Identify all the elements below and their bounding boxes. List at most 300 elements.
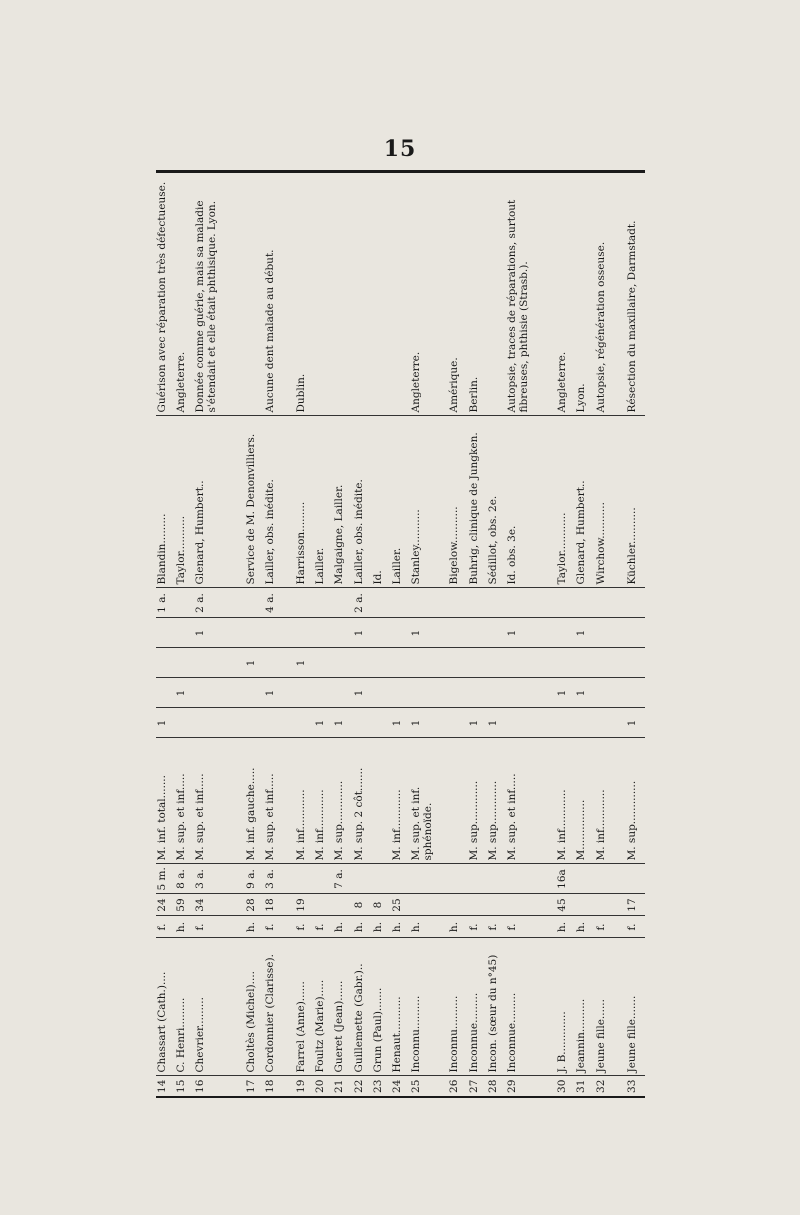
count-col-4-cell: 1 xyxy=(506,618,544,648)
empty-cell xyxy=(233,153,245,416)
count-col-2-cell xyxy=(245,678,264,708)
empty-cell xyxy=(544,864,556,894)
empty-cell xyxy=(233,938,245,1076)
age-cell: 18 xyxy=(264,894,283,916)
age-cell xyxy=(314,894,333,916)
disease-duration-cell: 7 a. xyxy=(333,864,352,894)
disease-duration-cell xyxy=(575,864,594,894)
empty-cell xyxy=(233,708,245,738)
empty-cell xyxy=(283,678,295,708)
empty-cell xyxy=(614,864,626,894)
onset-cell xyxy=(575,588,594,618)
empty-cell xyxy=(614,708,626,738)
count-col-3-cell xyxy=(175,648,194,678)
count-col-1-cell: 1 xyxy=(333,708,352,738)
count-col-3-cell xyxy=(468,648,487,678)
count-col-1-cell: 1 xyxy=(314,708,333,738)
onset-cell xyxy=(175,588,194,618)
table-row xyxy=(353,153,372,1096)
patient-name-cell: Grun (Paul)....... xyxy=(372,938,391,1076)
count-col-3-cell: 1 xyxy=(295,648,314,678)
count-col-3-cell xyxy=(353,648,372,678)
count-col-1-cell: 1 xyxy=(156,708,175,738)
patient-name-cell: Gueret (Jean)...... xyxy=(333,938,352,1076)
empty-cell xyxy=(233,894,245,916)
count-col-2-cell xyxy=(194,678,232,708)
empty-cell xyxy=(544,416,556,588)
table-row xyxy=(314,153,333,1096)
empty-cell xyxy=(283,916,295,938)
age-cell: 17 xyxy=(626,894,645,916)
outcome-cell: Résection du maxillaire, Darmstadt. xyxy=(625,220,638,413)
count-col-1-cell xyxy=(194,708,232,738)
table-row xyxy=(175,153,194,1096)
disease-duration-cell xyxy=(506,864,544,894)
observer-cell: Blandin......... xyxy=(156,416,175,588)
observer-cell: Stanley........... xyxy=(410,416,448,588)
affected-site-cell xyxy=(448,738,467,864)
affected-site-cell: M. sup............. xyxy=(333,738,352,864)
case-number-cell: 14 xyxy=(156,1076,175,1096)
outcome-cell: Lyon. xyxy=(575,383,588,413)
sex-cell: f. xyxy=(156,916,175,938)
outcome-cell xyxy=(245,153,264,416)
affected-site-cell: M. inf............ xyxy=(391,738,410,864)
onset-cell xyxy=(391,588,410,618)
count-col-2-cell: 1 xyxy=(556,678,575,708)
count-col-3-cell xyxy=(264,648,283,678)
disease-duration-cell: 5 m. xyxy=(156,864,175,894)
empty-cell xyxy=(283,1076,295,1096)
count-col-4-cell: 1 xyxy=(410,618,448,648)
onset-cell xyxy=(468,588,487,618)
affected-site-cell: M. sup............. xyxy=(487,738,506,864)
onset-cell: 2 a. xyxy=(194,588,232,618)
observer-cell: Malgaigne, Lailler. xyxy=(333,416,352,588)
count-col-2-cell xyxy=(595,678,614,708)
count-col-3-cell xyxy=(410,648,448,678)
affected-site-cell: M. sup. 2 côt....... xyxy=(353,738,372,864)
empty-cell xyxy=(544,938,556,1076)
onset-cell xyxy=(314,588,333,618)
age-cell xyxy=(410,894,448,916)
table-row xyxy=(372,153,391,1096)
disease-duration-cell xyxy=(391,864,410,894)
empty-cell xyxy=(544,678,556,708)
outcome-cell: Dublin. xyxy=(295,373,308,413)
count-col-2-cell xyxy=(156,678,175,708)
observer-cell: Sédillot, obs. 2e. xyxy=(487,416,506,588)
sex-cell: f. xyxy=(487,916,506,938)
count-col-2-cell xyxy=(506,678,544,708)
spacer-row xyxy=(283,153,295,1096)
observer-cell: Bigelow........... xyxy=(448,416,467,588)
count-col-3-cell xyxy=(506,648,544,678)
sex-cell: h. xyxy=(245,916,264,938)
empty-cell xyxy=(614,916,626,938)
onset-cell xyxy=(626,588,645,618)
sex-cell: h. xyxy=(372,916,391,938)
age-cell: 28 xyxy=(245,894,264,916)
affected-site-cell: M. sup. et inf..... xyxy=(506,738,544,864)
affected-site-cell: M. inf. total....... xyxy=(156,738,175,864)
age-cell xyxy=(595,894,614,916)
onset-cell xyxy=(295,588,314,618)
table-row xyxy=(448,153,467,1096)
empty-cell xyxy=(614,618,626,648)
count-col-1-cell xyxy=(175,708,194,738)
table-row xyxy=(468,153,487,1096)
count-col-3-cell xyxy=(156,648,175,678)
table-row xyxy=(156,153,175,1096)
outcome-cell: Angleterre. xyxy=(556,351,569,413)
count-col-2-cell: 1 xyxy=(175,678,194,708)
empty-cell xyxy=(283,738,295,864)
sex-cell: f. xyxy=(506,916,544,938)
empty-cell xyxy=(283,708,295,738)
count-col-3-cell xyxy=(333,648,352,678)
age-cell: 25 xyxy=(391,894,410,916)
disease-duration-cell xyxy=(448,864,467,894)
empty-cell xyxy=(283,588,295,618)
case-number-cell: 15 xyxy=(175,1076,194,1096)
onset-cell xyxy=(556,588,575,618)
empty-cell xyxy=(544,153,556,416)
count-col-2-cell xyxy=(448,678,467,708)
outcome-cell xyxy=(391,153,410,416)
patient-name-cell: Farrel (Anne)...... xyxy=(295,938,314,1076)
outcome-cell: Angleterre. xyxy=(175,351,188,413)
observer-cell: Glenard, Humbert.. xyxy=(194,416,232,588)
outcome-cell: Berlin. xyxy=(467,376,480,413)
count-col-1-cell xyxy=(448,708,467,738)
empty-cell xyxy=(233,648,245,678)
empty-cell xyxy=(544,618,556,648)
outcome-cell: Amérique. xyxy=(448,357,461,413)
outcome-cell: Donnée comme guérie, mais sa maladie s'étendait et elle était phthisique. Lyon. xyxy=(194,200,219,413)
count-col-3-cell xyxy=(372,648,391,678)
table-row xyxy=(575,153,594,1096)
count-col-4-cell xyxy=(175,618,194,648)
age-cell xyxy=(575,894,594,916)
patient-name-cell: Inconnu.......... xyxy=(448,938,467,1076)
age-cell: 45 xyxy=(556,894,575,916)
empty-cell xyxy=(614,738,626,864)
count-col-2-cell: 1 xyxy=(264,678,283,708)
count-col-3-cell xyxy=(556,648,575,678)
age-cell xyxy=(487,894,506,916)
case-number-cell: 32 xyxy=(595,1076,614,1096)
age-cell xyxy=(448,894,467,916)
count-col-1-cell: 1 xyxy=(487,708,506,738)
case-number-cell: 31 xyxy=(575,1076,594,1096)
patient-name-cell: Foultz (Marie)..... xyxy=(314,938,333,1076)
onset-cell xyxy=(448,588,467,618)
count-col-1-cell: 1 xyxy=(468,708,487,738)
affected-site-cell xyxy=(372,738,391,864)
observer-cell: Lailler. xyxy=(314,416,333,588)
outcome-cell: Autopsie, traces de réparations, surtout fibreuses, phthisie (Strasb.). xyxy=(505,199,530,413)
observer-cell: Taylor........... xyxy=(175,416,194,588)
sex-cell: h. xyxy=(175,916,194,938)
case-number-cell: 20 xyxy=(314,1076,333,1096)
table-row xyxy=(391,153,410,1096)
age-cell xyxy=(333,894,352,916)
outcome-cell: Autopsie, régénération osseuse. xyxy=(594,241,607,413)
table-row xyxy=(333,153,352,1096)
patient-name-cell: J. B............. xyxy=(556,938,575,1076)
count-col-4-cell xyxy=(487,618,506,648)
patient-name-cell: Jeune fille....... xyxy=(626,938,645,1076)
patient-name-cell: Guillemette (Gabr.).. xyxy=(353,938,372,1076)
count-col-2-cell xyxy=(372,678,391,708)
count-col-4-cell xyxy=(333,618,352,648)
affected-site-cell: M. inf............ xyxy=(595,738,614,864)
affected-site-cell: M. inf............ xyxy=(295,738,314,864)
outcome-cell xyxy=(353,153,372,416)
patient-name-cell: Inconnue......... xyxy=(468,938,487,1076)
observer-cell: Service de M. Denonvilliers. xyxy=(245,416,264,588)
observer-cell: Lailler. xyxy=(391,416,410,588)
sex-cell: h. xyxy=(410,916,448,938)
table-row xyxy=(487,153,506,1096)
observer-cell: Harrisson......... xyxy=(295,416,314,588)
count-col-1-cell xyxy=(556,708,575,738)
count-col-4-cell: 1 xyxy=(353,618,372,648)
outcome-cell: Angleterre. xyxy=(410,351,423,413)
case-table-rotated xyxy=(156,173,645,1096)
sex-cell: f. xyxy=(194,916,232,938)
case-number-cell: 17 xyxy=(245,1076,264,1096)
count-col-3-cell xyxy=(314,648,333,678)
observer-cell: Id. xyxy=(372,416,391,588)
sex-cell: f. xyxy=(264,916,283,938)
patient-name-cell: Henaut........... xyxy=(391,938,410,1076)
empty-cell xyxy=(544,648,556,678)
affected-site-cell: M. sup. et inf..... xyxy=(264,738,283,864)
empty-cell xyxy=(283,416,295,588)
outcome-cell xyxy=(372,153,391,416)
count-col-2-cell xyxy=(314,678,333,708)
count-col-2-cell xyxy=(468,678,487,708)
empty-cell xyxy=(283,618,295,648)
patient-name-cell: Jeannin.......... xyxy=(575,938,594,1076)
empty-cell xyxy=(614,894,626,916)
empty-cell xyxy=(614,588,626,618)
table-row xyxy=(595,153,614,1096)
disease-duration-cell xyxy=(372,864,391,894)
count-col-4-cell xyxy=(295,618,314,648)
empty-cell xyxy=(283,894,295,916)
empty-cell xyxy=(283,938,295,1076)
sex-cell: f. xyxy=(295,916,314,938)
onset-cell xyxy=(245,588,264,618)
age-cell: 8 xyxy=(372,894,391,916)
case-number-cell: 24 xyxy=(391,1076,410,1096)
count-col-4-cell xyxy=(448,618,467,648)
onset-cell xyxy=(372,588,391,618)
count-col-3-cell xyxy=(595,648,614,678)
empty-cell xyxy=(283,864,295,894)
page-number: 15 xyxy=(383,136,417,162)
observer-cell: Glenard, Humbert.. xyxy=(575,416,594,588)
case-number-cell: 18 xyxy=(264,1076,283,1096)
count-col-3-cell xyxy=(448,648,467,678)
spacer-row xyxy=(233,153,245,1096)
empty-cell xyxy=(233,864,245,894)
count-col-4-cell xyxy=(595,618,614,648)
case-table-body xyxy=(156,153,645,1096)
observer-cell: Buhrig, clinique de Jungken. xyxy=(468,416,487,588)
disease-duration-cell xyxy=(410,864,448,894)
count-col-4-cell xyxy=(372,618,391,648)
count-col-3-cell: 1 xyxy=(245,648,264,678)
table-row xyxy=(506,153,544,1096)
count-col-2-cell xyxy=(333,678,352,708)
disease-duration-cell: 8 a. xyxy=(175,864,194,894)
outcome-cell: Guérison avec réparation très défectueuse. xyxy=(156,181,168,413)
table-row xyxy=(264,153,283,1096)
disease-duration-cell xyxy=(626,864,645,894)
count-col-3-cell xyxy=(391,648,410,678)
empty-cell xyxy=(544,708,556,738)
count-col-1-cell: 1 xyxy=(391,708,410,738)
disease-duration-cell: 16a xyxy=(556,864,575,894)
table-row xyxy=(410,153,448,1096)
observer-cell: Id. obs. 3e. xyxy=(506,416,544,588)
sex-cell: f. xyxy=(468,916,487,938)
empty-cell xyxy=(233,618,245,648)
patient-name-cell: C. Henri......... xyxy=(175,938,194,1076)
count-col-2-cell xyxy=(410,678,448,708)
disease-duration-cell: 9 a. xyxy=(245,864,264,894)
onset-cell xyxy=(487,588,506,618)
patient-name-cell: Cordonnier (Clarisse). xyxy=(264,938,283,1076)
onset-cell: 1 a. xyxy=(156,588,175,618)
case-number-cell: 21 xyxy=(333,1076,352,1096)
count-col-4-cell: 1 xyxy=(575,618,594,648)
observer-cell: Lailler, obs. inédite. xyxy=(264,416,283,588)
count-col-1-cell xyxy=(353,708,372,738)
count-col-4-cell xyxy=(314,618,333,648)
empty-cell xyxy=(233,678,245,708)
onset-cell xyxy=(333,588,352,618)
sex-cell: h. xyxy=(333,916,352,938)
count-col-4-cell: 1 xyxy=(194,618,232,648)
table-row xyxy=(245,153,264,1096)
disease-duration-cell xyxy=(295,864,314,894)
case-number-cell: 23 xyxy=(372,1076,391,1096)
count-col-1-cell: 1 xyxy=(626,708,645,738)
count-col-2-cell xyxy=(626,678,645,708)
age-cell: 59 xyxy=(175,894,194,916)
patient-name-cell: Inconnu.......... xyxy=(410,938,448,1076)
patient-name-cell: Chassart (Cath.).... xyxy=(156,938,175,1076)
outcome-cell xyxy=(314,153,333,416)
age-cell: 34 xyxy=(194,894,232,916)
count-col-1-cell: 1 xyxy=(410,708,448,738)
count-col-1-cell xyxy=(372,708,391,738)
disease-duration-cell xyxy=(353,864,372,894)
sex-cell: h. xyxy=(391,916,410,938)
onset-cell xyxy=(595,588,614,618)
empty-cell xyxy=(544,738,556,864)
empty-cell xyxy=(614,1076,626,1096)
age-cell: 19 xyxy=(295,894,314,916)
count-col-2-cell xyxy=(391,678,410,708)
affected-site-cell: M............... xyxy=(575,738,594,864)
count-col-4-cell xyxy=(264,618,283,648)
disease-duration-cell xyxy=(314,864,333,894)
onset-cell: 4 a. xyxy=(264,588,283,618)
empty-cell xyxy=(283,648,295,678)
age-cell: 8 xyxy=(353,894,372,916)
empty-cell xyxy=(614,938,626,1076)
count-col-4-cell xyxy=(556,618,575,648)
count-col-1-cell xyxy=(595,708,614,738)
case-number-cell: 26 xyxy=(448,1076,467,1096)
empty-cell xyxy=(614,153,626,416)
disease-duration-cell: 3 a. xyxy=(264,864,283,894)
count-col-4-cell xyxy=(468,618,487,648)
empty-cell xyxy=(614,678,626,708)
count-col-4-cell xyxy=(391,618,410,648)
sex-cell: h. xyxy=(448,916,467,938)
observer-cell: Lailler, obs. inédite. xyxy=(353,416,372,588)
case-table-frame xyxy=(156,170,645,1098)
disease-duration-cell: 3 a. xyxy=(194,864,232,894)
empty-cell xyxy=(544,588,556,618)
count-col-1-cell xyxy=(264,708,283,738)
case-number-cell: 29 xyxy=(506,1076,544,1096)
count-col-1-cell xyxy=(575,708,594,738)
onset-cell: 2 a. xyxy=(353,588,372,618)
empty-cell xyxy=(233,738,245,864)
sex-cell: h. xyxy=(556,916,575,938)
affected-site-cell: M. sup. et inf..... xyxy=(175,738,194,864)
age-cell xyxy=(506,894,544,916)
case-number-cell: 27 xyxy=(468,1076,487,1096)
count-col-1-cell xyxy=(245,708,264,738)
outcome-cell xyxy=(487,153,506,416)
age-cell: 24 xyxy=(156,894,175,916)
empty-cell xyxy=(233,916,245,938)
disease-duration-cell xyxy=(468,864,487,894)
sex-cell: h. xyxy=(353,916,372,938)
count-col-2-cell xyxy=(487,678,506,708)
case-number-cell: 25 xyxy=(410,1076,448,1096)
spacer-row xyxy=(544,153,556,1096)
empty-cell xyxy=(544,1076,556,1096)
count-col-2-cell xyxy=(295,678,314,708)
patient-name-cell: Inconnue......... xyxy=(506,938,544,1076)
observer-cell: Wirchow........... xyxy=(595,416,614,588)
affected-site-cell: M. sup. et inf..... xyxy=(194,738,232,864)
case-number-cell: 22 xyxy=(353,1076,372,1096)
count-col-2-cell: 1 xyxy=(575,678,594,708)
case-number-cell: 19 xyxy=(295,1076,314,1096)
outcome-cell xyxy=(333,153,352,416)
onset-cell xyxy=(410,588,448,618)
observer-cell: Küchler........... xyxy=(626,416,645,588)
patient-name-cell: Choltès (Michel).... xyxy=(245,938,264,1076)
empty-cell xyxy=(283,153,295,416)
onset-cell xyxy=(506,588,544,618)
count-col-1-cell xyxy=(295,708,314,738)
count-col-4-cell xyxy=(156,618,175,648)
case-number-cell: 30 xyxy=(556,1076,575,1096)
affected-site-cell: M. inf............ xyxy=(556,738,575,864)
